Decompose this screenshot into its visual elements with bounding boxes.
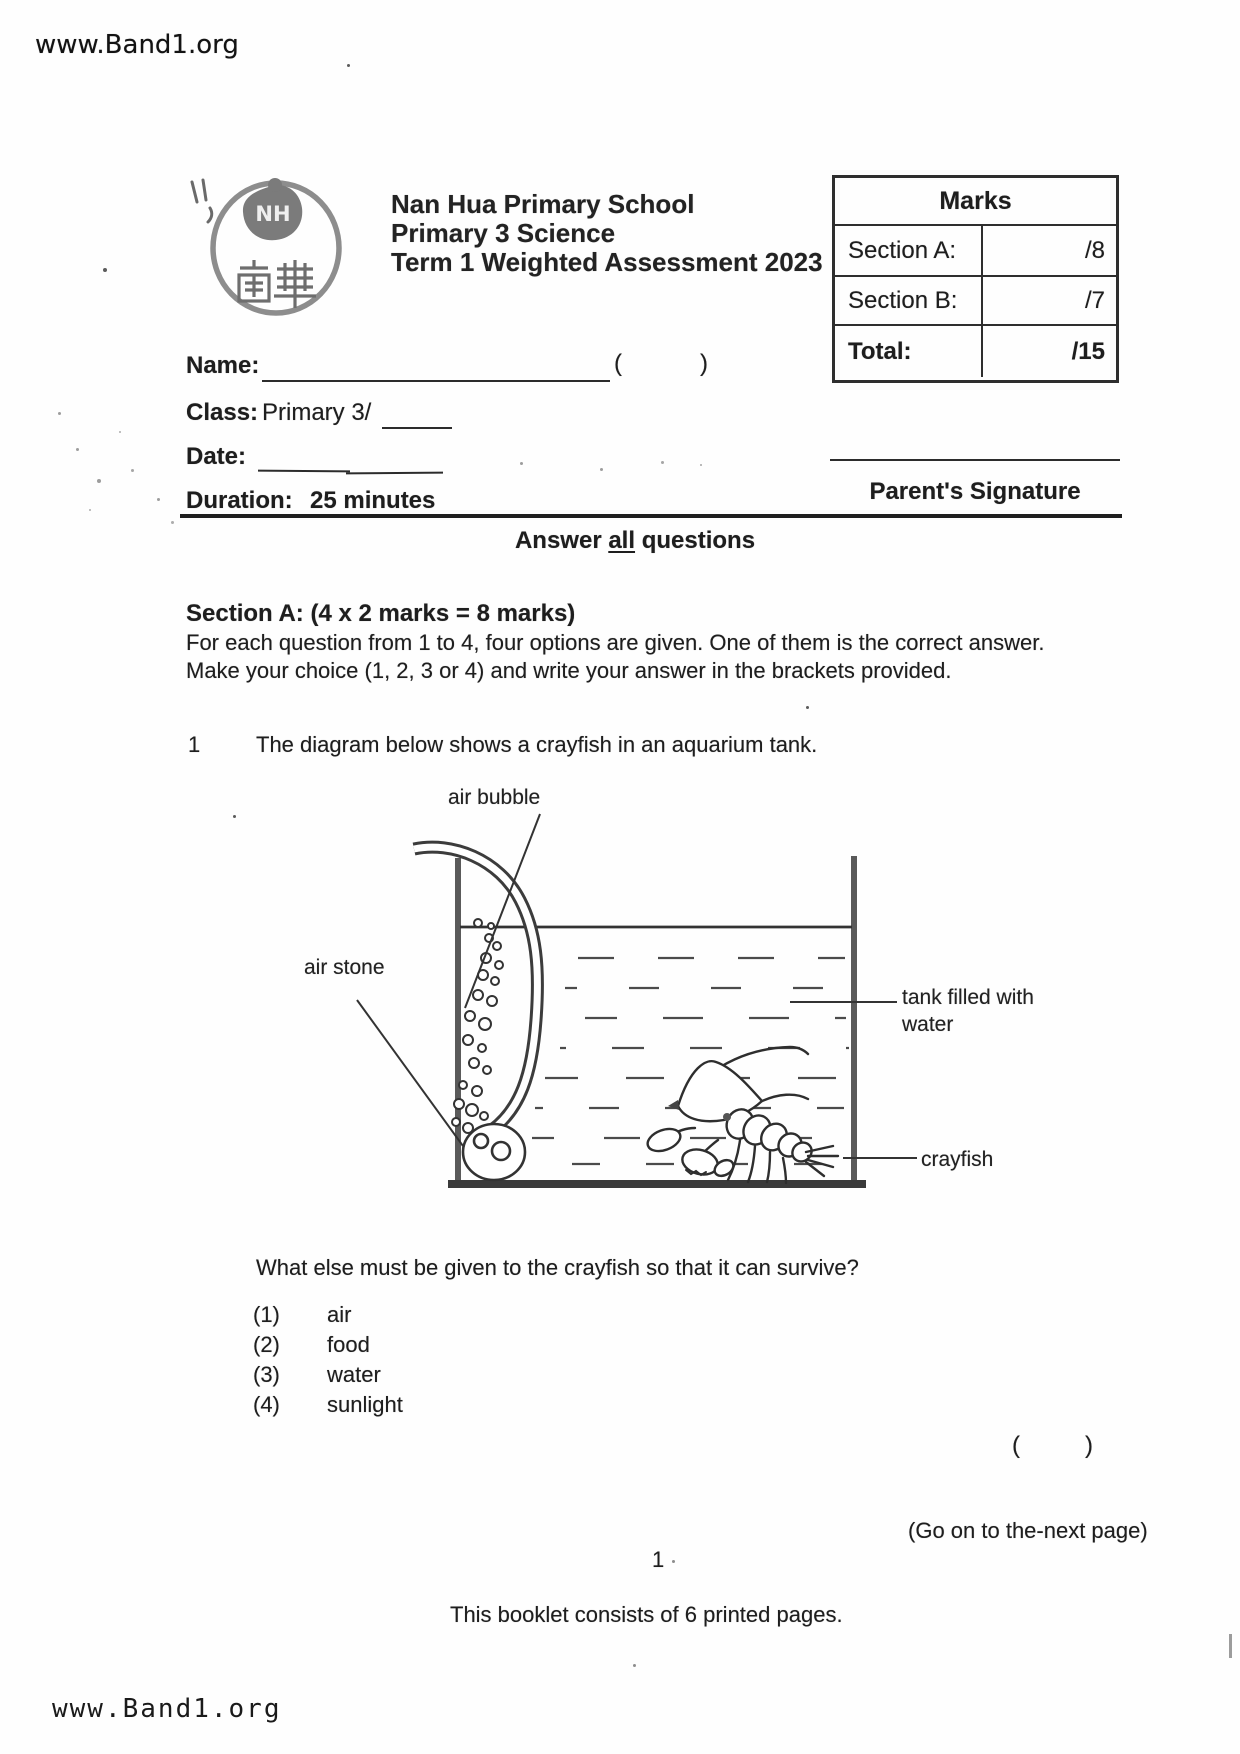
question-number: 1 (188, 732, 201, 757)
duration-value: 25 minutes (310, 487, 436, 514)
marks-value: /7 (1084, 286, 1105, 314)
scan-speckle (97, 479, 101, 483)
scan-speckle (347, 64, 350, 67)
answer-all-underlined-word: all (608, 527, 636, 554)
air-stone-shape (463, 1124, 525, 1180)
class-blank-line (382, 427, 452, 429)
section-a-heading: Section A: (4 x 2 marks = 8 marks) (186, 600, 576, 627)
name-blank-line (262, 380, 610, 382)
marks-table (832, 175, 1119, 383)
marks-label: Total: (835, 326, 983, 377)
marks-value: /15 (1071, 337, 1105, 365)
tank-filled-with-water-label: tank filled with water (902, 986, 1034, 1036)
duration-label: Duration: (186, 487, 293, 514)
scan-speckle (672, 1560, 675, 1563)
school-name: Nan Hua Primary School (391, 189, 695, 219)
date-blank-line (346, 472, 443, 475)
school-header (391, 190, 823, 277)
option-number: (3) (253, 1362, 280, 1387)
option-number: (4) (253, 1392, 280, 1417)
parent-signature-label: Parent's Signature (869, 478, 1081, 505)
page-number: 1 (652, 1547, 665, 1572)
parent-signature-line (830, 459, 1120, 461)
scan-speckle (233, 815, 236, 818)
option-2 (253, 1332, 370, 1358)
class-value: Primary 3/ (262, 399, 372, 426)
option-1 (253, 1302, 351, 1328)
scan-speckle (76, 448, 79, 451)
date-blank-line (258, 470, 350, 473)
option-text: food (327, 1332, 370, 1357)
watermark-top: www.Band1.org (35, 30, 239, 60)
scan-speckle (171, 521, 174, 524)
section-a-instruction-line1: For each question from 1 to 4, four options are given. One of them is the correct answer. (186, 630, 1045, 655)
school-logo-stamp (180, 168, 350, 323)
scan-speckle (600, 468, 603, 471)
header-divider-rule (180, 514, 1122, 518)
name-index-bracket-close: ) (700, 350, 708, 377)
scan-stray-marks (192, 180, 212, 222)
option-4 (253, 1392, 403, 1418)
scan-speckle (520, 462, 523, 465)
option-3 (253, 1362, 381, 1388)
marks-table-title: Marks (835, 178, 1116, 226)
marks-row-section-b (835, 277, 1116, 326)
scan-speckle (89, 509, 91, 511)
scan-edge-mark (1229, 1634, 1232, 1658)
date-label: Date: (186, 443, 247, 470)
crayfish-label: crayfish (921, 1148, 994, 1171)
option-number: (1) (253, 1302, 280, 1327)
scan-speckle (157, 498, 160, 501)
watermark-bottom: www.Band1.org (52, 1694, 282, 1724)
answer-bracket-open: ( (1012, 1432, 1020, 1459)
scan-speckle (661, 461, 664, 464)
question-text: The diagram below shows a crayfish in an aquarium tank. (256, 732, 818, 757)
class-label: Class: (186, 399, 259, 426)
water-dashes (530, 958, 849, 1164)
assessment-title: Term 1 Weighted Assessment 2023 (391, 247, 823, 277)
answer-all-suffix: questions (635, 527, 756, 554)
scan-speckle (700, 464, 702, 466)
marks-value: /8 (1084, 236, 1105, 264)
option-text: sunlight (327, 1392, 403, 1417)
section-a-instruction-line2: Make your choice (1, 2, 3 or 4) and write your answer in the brackets provided. (186, 658, 952, 683)
option-number: (2) (253, 1332, 280, 1357)
marks-row-total (835, 326, 1116, 377)
booklet-note: This booklet consists of 6 printed pages. (450, 1602, 843, 1627)
question-prompt: What else must be given to the crayfish so that it can survive? (256, 1255, 859, 1280)
scan-speckle (806, 706, 809, 709)
air-stone-label: air stone (304, 956, 385, 979)
label-pointer-lines (357, 814, 917, 1158)
scan-speckle (58, 412, 61, 415)
go-on-next-page-note: (Go on to the-next page) (908, 1518, 1148, 1543)
answer-all-prefix: Answer (514, 527, 609, 554)
answer-bracket-close: ) (1085, 1432, 1093, 1459)
scan-speckle (131, 469, 134, 472)
marks-row-section-a (835, 226, 1116, 277)
logo-monogram: NH (255, 202, 291, 226)
option-text: water (327, 1362, 381, 1387)
answer-all-heading (515, 527, 755, 555)
marks-label: Section B: (835, 277, 983, 324)
scan-speckle (103, 268, 107, 272)
aquarium-diagram (340, 800, 940, 1200)
logo-chinese-characters (239, 260, 316, 308)
crayfish-drawing (645, 1047, 838, 1183)
marks-label: Section A: (835, 226, 983, 275)
scan-speckle (119, 431, 121, 433)
air-bubble-label: air bubble (448, 786, 541, 809)
option-text: air (327, 1302, 352, 1327)
name-index-bracket-open: ( (614, 350, 622, 377)
paper-subject: Primary 3 Science (391, 218, 616, 248)
scan-speckle (633, 1664, 636, 1667)
name-label: Name: (186, 352, 260, 379)
